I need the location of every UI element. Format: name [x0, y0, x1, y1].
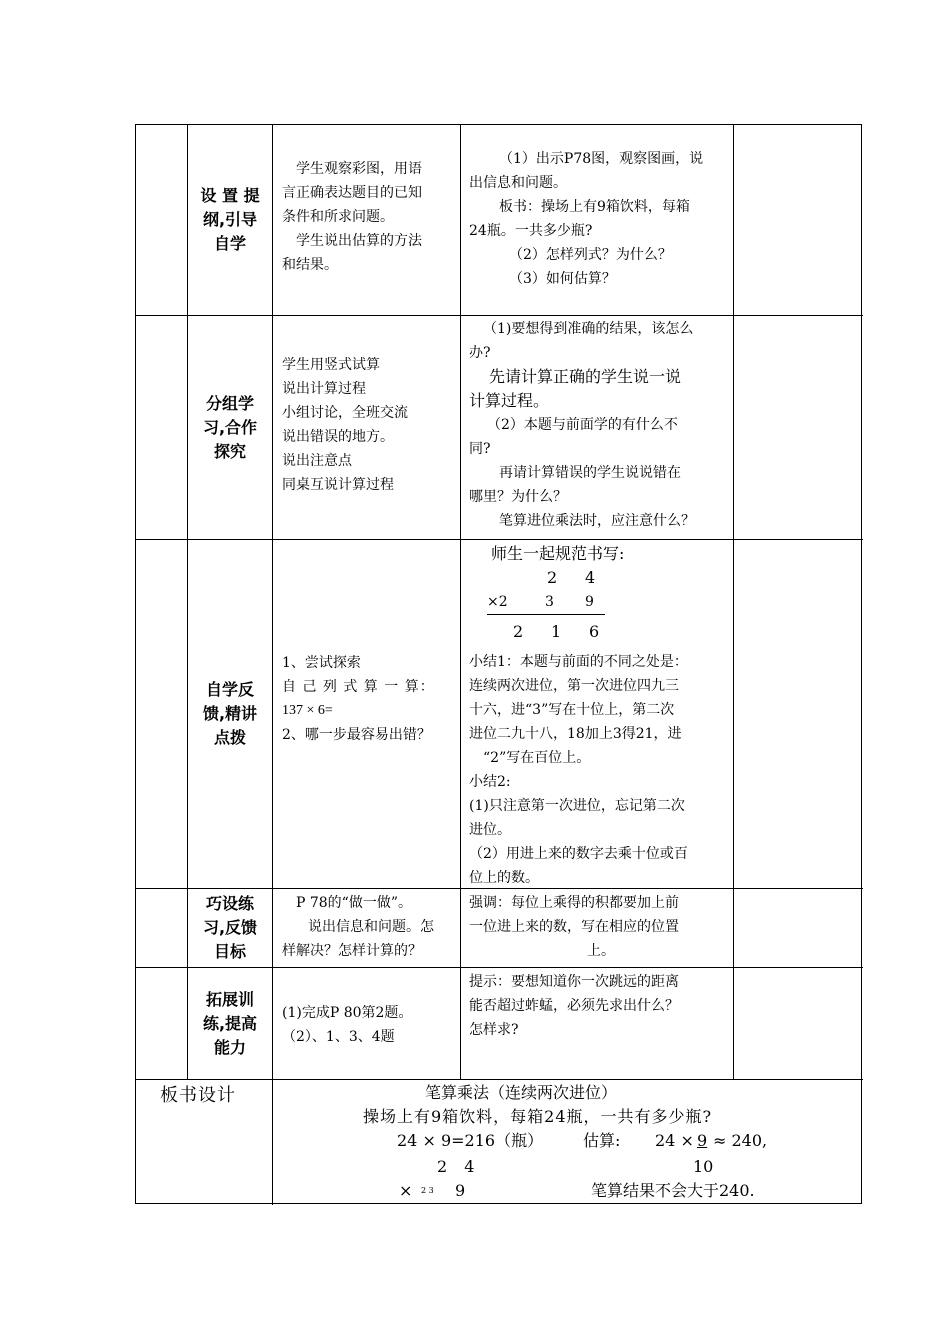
student-activity-1: 学生观察彩图，用语 言正确表达题目的已知 条件和所求问题。 学生说出估算的方法 和结果。	[282, 161, 422, 273]
lesson-plan-table	[135, 124, 862, 1204]
board-design-label: 板书设计	[160, 1085, 236, 1106]
teacher-activity-3: 师生一起规范书写: 2 4 ×2 3 9 2 1 6 小结1：本题与前面的不同之处是： 连续两次进位，第一次进位四九三 十六，进“3”写在十位上，第二次 进位二九十八，18加上3得21，进 “2”写在百位上。 小结2: (1)只注意第一次进位，忘记第二次 进位。 （2）用进上来的数字去乘十位或百 位上的数。	[469, 542, 731, 890]
teacher-activity-1: （1）出示P78图，观察图画，说 出信息和问题。 板书：操场上有9箱饮料，每箱 24瓶。一共多少瓶? （2）怎样列式？为什么？ （3）如何估算？	[469, 151, 704, 287]
teacher-activity-5: 提示：要想知道你一次跳远的距离 能否超过蚱蜢，必须先求出什么？ 怎样求?	[469, 974, 679, 1038]
stage-label-5: 拓展训 练,提高 能力	[202, 989, 258, 1057]
stage-label-4: 巧设练 习,反馈 目标	[202, 894, 258, 961]
stage-label-3: 自学反 馈,精讲 点拨	[202, 680, 258, 747]
student-activity-5: (1)完成P 80第2题。 （2）、1、3、4题	[282, 1005, 413, 1045]
teacher-activity-2: （1)要想得到准确的结果，该怎么 办? 先请计算正确的学生说一说 计算过程。 （2）本题与前面学的有什么不 同? 再请计算错误的学生说说错在 哪里？为什么？ 笔算进位乘法时，应注意什么？	[469, 321, 695, 529]
vertical-calculation: 2 4 ×2 3 9 2 1 6	[469, 566, 729, 650]
student-activity-4: P 78的“做一做”。 说出信息和问题。怎 样解决？怎样计算的？	[282, 895, 434, 959]
teacher-activity-4: 强调：每位上乘得的积都要加上前 一位进上来的数，写在相应的位置 上。	[469, 895, 679, 959]
board-design-content: 笔算乘法（连续两次进位） 操场上有9箱饮料，每箱24瓶，一共有多少瓶? 24 × 9=216（瓶） 估算: 24 × 9 ≈ 240, 2 4 10 × 2 3 9 笔算结果不会大于240.	[363, 1083, 768, 1200]
student-activity-3: 1、尝试探索 自 己 列 式 算 一 算： 137 × 6= 2、哪一步最容易出错？	[282, 655, 435, 743]
student-activity-2: 学生用竖式试算 说出计算过程 小组讨论，全班交流 说出错误的地方。 说出注意点 同桌互说计算过程	[282, 357, 408, 493]
vertical-underline	[487, 614, 605, 615]
stage-label-2: 分组学 习,合作 探究	[202, 393, 258, 461]
stage-label-1: 设 置 提 纲,引导 自学	[200, 186, 260, 253]
